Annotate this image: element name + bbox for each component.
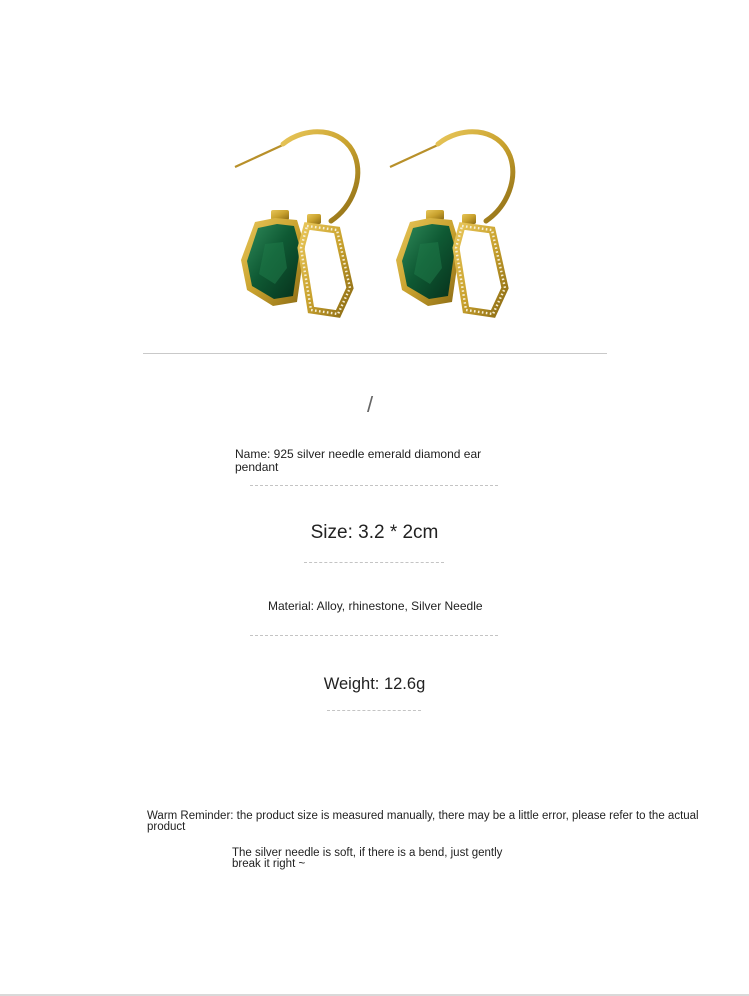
product-image (225, 118, 525, 323)
dashed-divider (250, 485, 498, 486)
spec-size: Size: 3.2 * 2cm (310, 522, 439, 543)
divider-line (143, 353, 607, 354)
separator-slash: / (367, 392, 374, 417)
dashed-divider (250, 635, 498, 636)
dashed-divider (327, 710, 421, 711)
spec-weight: Weight: 12.6g (323, 675, 426, 693)
spec-name: Name: 925 silver needle emerald diamond ear pendant (235, 447, 482, 474)
earrings-illustration (225, 118, 525, 323)
spec-material: Material: Alloy, rhinestone, Silver Needle (268, 599, 483, 613)
dashed-divider (304, 562, 444, 563)
warm-reminder: Warm Reminder: the product size is measured manually, there may be a little error, please refer to the actual product (147, 810, 699, 833)
needle-note: The silver needle is soft, if there is a bend, just gently break it right ~ (232, 847, 503, 870)
